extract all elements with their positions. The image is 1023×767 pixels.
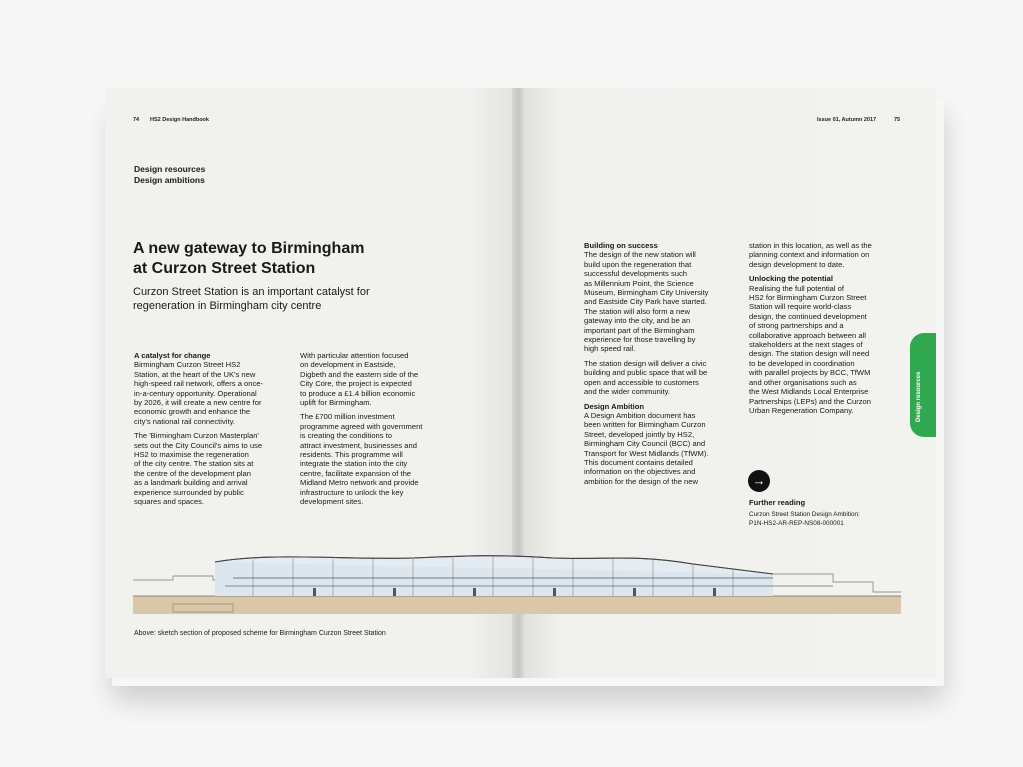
text-line: infrastructure to unlock the key (300, 487, 404, 497)
text-line: sets out the City Council's aims to use (134, 440, 263, 450)
text-line: ambition for the design of the new (584, 476, 698, 486)
paragraph (300, 351, 460, 407)
text-line: Partnerships (LEPs) and the Curzon (749, 396, 871, 406)
col-heading: Building on success (584, 241, 658, 250)
text-line: Birmingham City Council (BCC) and (584, 439, 706, 449)
text-line: in-a-century opportunity. Operational (134, 388, 257, 398)
text-line: centre, facilitate expansion of the (300, 468, 412, 478)
text-line: experience for those travelling by (584, 335, 696, 345)
text-line: collaborative approach between all (749, 330, 866, 340)
text-line: squares and spaces. (134, 497, 205, 507)
headline-line: at Curzon Street Station (133, 260, 316, 277)
paragraph (584, 411, 744, 486)
ground-layer (133, 596, 901, 614)
text-line: economic growth and enhance the (134, 407, 251, 417)
text-line: The design of the new station will (584, 250, 696, 260)
text-line: Realising the full potential of (749, 283, 844, 293)
text-line: important part of the Birmingham (584, 325, 695, 335)
text-line: building and public space that will be (584, 368, 708, 378)
section-tab[interactable] (910, 333, 936, 437)
figure-caption: Above: sketch section of proposed scheme for Birmingham Curzon Street Station (134, 630, 386, 637)
text-line: uplift for Birmingham. (300, 398, 372, 408)
text-line: attract investment, businesses and (300, 440, 417, 450)
text-line: to produce a £1.4 billion economic (300, 388, 416, 398)
text-line: high-speed rail network, offers a once- (134, 379, 264, 389)
text-line: and the wider community. (584, 387, 670, 397)
text-line: information on the objectives and (584, 467, 696, 477)
text-line: The £700 million investment (300, 412, 395, 422)
text-line: Transport for West Midlands (TfWM). (584, 448, 709, 458)
text-line: by 2026, it will create a new centre for (134, 398, 262, 408)
headline-line: A new gateway to Birmingham (133, 240, 365, 257)
text-line: with parallel projects by BCC, TfWM (749, 368, 871, 378)
subsection-label: Design ambitions (134, 175, 205, 185)
text-line: Midland Metro network and provide (300, 478, 419, 488)
left-running-title: HS2 Design Handbook (150, 117, 209, 123)
text-line: been written for Birmingham Curzon (584, 420, 706, 430)
right-col-1 (584, 241, 744, 486)
text-line: stakeholders at the next stages of (749, 340, 863, 350)
text-line: residents. This programme will (300, 450, 403, 460)
further-reading-ref (749, 510, 860, 528)
paragraph (749, 241, 909, 269)
standfirst-line: regeneration in Birmingham city centre (133, 300, 322, 312)
right-page-number: 75 (894, 117, 901, 123)
col-heading: A catalyst for change (134, 351, 211, 360)
right-col-2 (749, 241, 909, 415)
text-line: HS2 to maximise the regeneration (134, 450, 249, 460)
text-line: Station, at the heart of the UK's new (134, 369, 256, 379)
text-line: as a landmark building and arrival (134, 478, 248, 488)
text-line: Urban Regeneration Company. (749, 405, 854, 415)
text-line: the centre of the development plan (134, 468, 251, 478)
text-line: successful developments such (584, 269, 687, 279)
paragraph (134, 431, 294, 506)
text-line: With particular attention focused (300, 351, 409, 360)
text-line: and Eastside City Park have started. (584, 297, 707, 307)
col-heading: Design Ambition (584, 401, 645, 411)
text-line: on development in Eastside, (300, 360, 396, 370)
col-heading: Unlocking the potential (749, 274, 833, 284)
station-section-sketch (133, 552, 903, 618)
paragraph (584, 359, 744, 397)
right-running-title: Issue 01, Autumn 2017 (817, 117, 877, 123)
paragraph (749, 284, 909, 416)
headline (133, 239, 364, 279)
text-line: to be developed in coordination (749, 358, 855, 368)
text-line: The station will also form a new (584, 306, 690, 316)
text-line: development sites. (300, 497, 364, 507)
text-line: design development to date. (749, 259, 845, 269)
further-reading-line: P1N-HS2-AR-REP-NS08-000001 (749, 520, 844, 527)
text-line: Street, developed jointly by HS2, (584, 429, 695, 439)
text-line: is creating the conditions to (300, 431, 393, 441)
text-line: Birmingham Curzon Street HS2 (134, 360, 241, 370)
text-line: HS2 for Birmingham Curzon Street (749, 293, 867, 303)
standfirst (133, 285, 370, 313)
text-line: high speed rail. (584, 344, 636, 354)
text-line: A Design Ambition document has (584, 410, 696, 420)
text-line: programme agreed with government (300, 421, 423, 431)
left-col-1 (134, 351, 294, 507)
text-line: Digbeth and the eastern side of the (300, 369, 419, 379)
text-line: the West Midlands Local Enterprise (749, 387, 869, 397)
text-line: planning context and information on (749, 250, 870, 260)
text-line: design. The station design will need (749, 349, 870, 359)
text-line: and other organisations such as (749, 377, 857, 387)
section-tab-label: Design resources (916, 371, 922, 422)
text-line: station in this location, as well as the (749, 241, 872, 250)
text-line: The 'Birmingham Curzon Masterplan' (134, 431, 259, 441)
text-line: This document contains detailed (584, 457, 693, 467)
text-line: design, the continued development (749, 311, 867, 321)
text-line: experience surrounded by public (134, 487, 244, 497)
standfirst-line: Curzon Street Station is an important catalyst for (133, 286, 370, 298)
section-label: Design resources (134, 164, 206, 174)
text-line: gateway into the city, and be an (584, 316, 691, 326)
text-line: integrate the station into the city (300, 459, 408, 469)
left-page-number: 74 (133, 117, 140, 123)
left-col-2 (300, 351, 460, 507)
paragraph (134, 360, 294, 426)
further-reading-line: Curzon Street Station Design Ambition: (749, 511, 860, 518)
text-line: open and accessible to customers (584, 377, 699, 387)
paragraph (300, 412, 460, 506)
further-reading-heading: Further reading (749, 498, 806, 507)
text-line: as Millennium Point, the Science (584, 278, 694, 288)
text-line: Museum, Birmingham City University (584, 288, 709, 298)
text-line: The station design will deliver a civic (584, 358, 707, 368)
text-line: of strong partnerships and a (749, 321, 844, 331)
text-line: Station will require world-class (749, 302, 852, 312)
text-line: City Core, the project is expected (300, 379, 412, 389)
text-line: build upon the regeneration that (584, 259, 692, 269)
arrow-right-icon[interactable]: → (748, 470, 770, 492)
paragraph (584, 250, 744, 353)
text-line: city's national rail connectivity. (134, 416, 235, 426)
text-line: of the city centre. The station sits at (134, 459, 254, 469)
